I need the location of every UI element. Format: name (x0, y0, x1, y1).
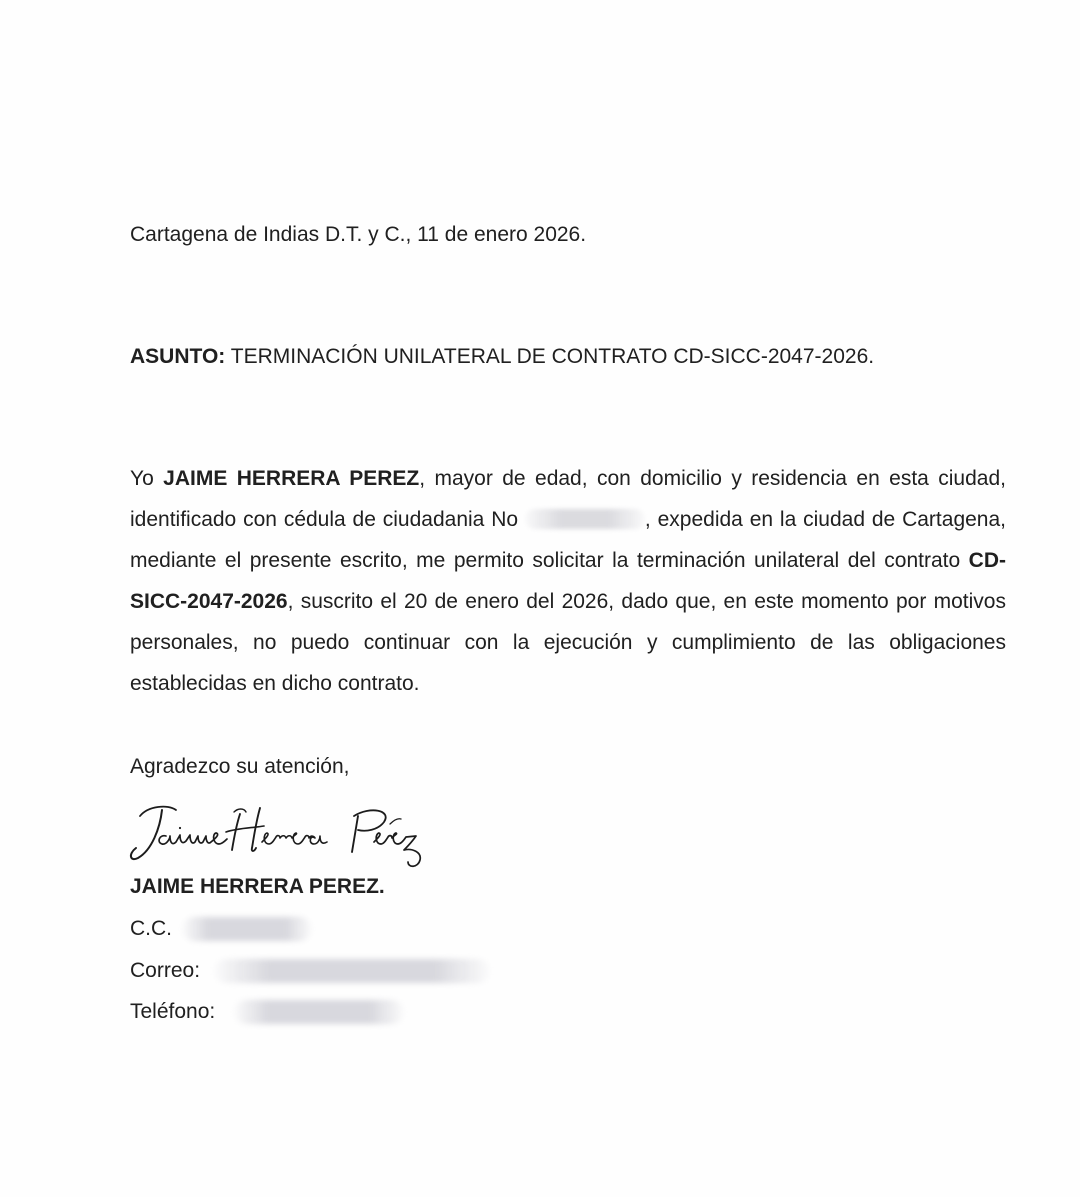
body-contract: CD-SICC-2047-2026 (130, 549, 1006, 613)
body-part1: , mayor de edad, con domicilio y residencia en esta ciudad, identificado con cédula de ciudadania No (130, 467, 1006, 531)
closing-line: Agradezco su atención, (130, 755, 350, 778)
body-name: JAIME HERRERA PEREZ (163, 467, 420, 490)
letter-body (130, 458, 1006, 704)
phone-label: Teléfono: (130, 1000, 216, 1023)
redacted-phone (234, 1000, 404, 1024)
body-intro: Yo (130, 467, 164, 490)
handwritten-signature (122, 794, 442, 874)
redacted-cc (182, 917, 312, 941)
redacted-email (214, 959, 490, 983)
subject-text: TERMINACIÓN UNILATERAL DE CONTRATO CD-SICC-2047-2026. (225, 345, 875, 368)
signer-name: JAIME HERRERA PEREZ. (130, 875, 385, 898)
email-label: Correo: (130, 959, 201, 982)
cc-label: C.C. (130, 917, 172, 940)
place-date: Cartagena de Indias D.T. y C., 11 de enero 2026. (130, 223, 587, 246)
redacted-id-number (525, 509, 645, 529)
subject-label: ASUNTO: (130, 345, 226, 368)
subject-line (130, 336, 874, 377)
body-part3: , suscrito el 20 de enero del 2026, dado que, en este momento por motivos personales, no puedo continuar con la ejecución y cumplimiento de las obligaciones establecidas en dicho contrato. (130, 590, 1006, 695)
body-part2: , expedida en la ciudad de Cartagena, mediante el presente escrito, me permito solicitar la terminación unilateral del contrato (130, 508, 1006, 572)
